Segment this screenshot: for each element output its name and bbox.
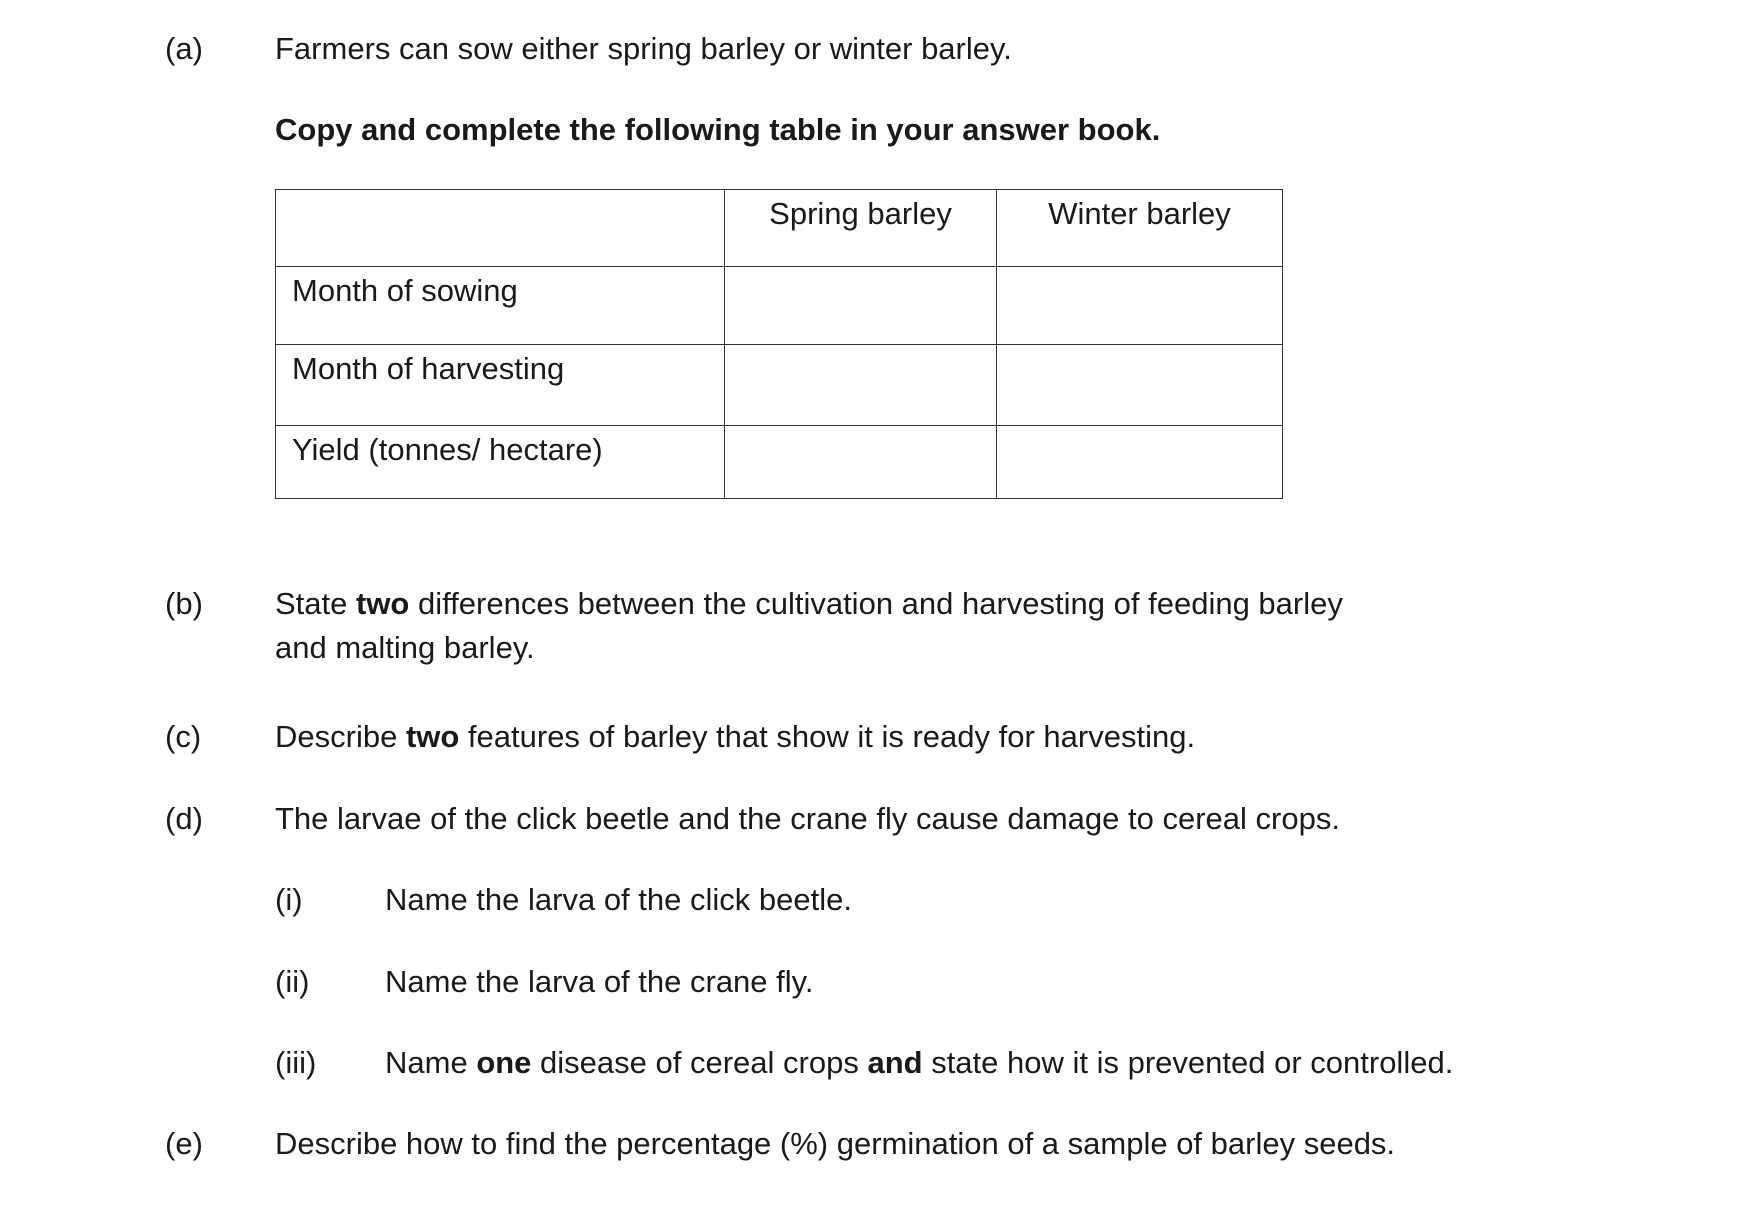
question-d-iii-text — [385, 1041, 1453, 1085]
question-c-text — [275, 715, 1195, 759]
question-e-text: Describe how to find the percentage (%) germination of a sample of barley seeds. — [275, 1126, 1396, 1161]
question-d-ii-label: (ii) — [275, 964, 310, 999]
question-d-iii-bold1: one — [476, 1045, 532, 1080]
table-corner-cell — [276, 190, 725, 267]
spring-barley-header: Spring barley — [725, 190, 997, 267]
question-d-iii-bold2: and — [867, 1045, 923, 1080]
question-b-bold: two — [356, 586, 410, 621]
question-c-label: (c) — [165, 719, 202, 754]
question-c-bold: two — [405, 719, 460, 754]
question-c-pre: Describe — [275, 719, 406, 754]
cell-winter-yield — [997, 426, 1283, 499]
question-c-post: features of barley that show it is ready for harvesting. — [459, 719, 1196, 754]
table-row — [276, 426, 1283, 499]
question-b-post: differences between the cultivation and harvesting of feeding barley — [409, 586, 1343, 621]
question-b-line1 — [275, 582, 1343, 626]
question-b-label: (b) — [165, 586, 203, 621]
row-label-sowing: Month of sowing — [276, 267, 725, 345]
table-instruction-text: Copy and complete the following table in your answer book. — [275, 112, 1161, 147]
answer-table — [275, 189, 1283, 499]
question-d-i-label: (i) — [275, 882, 303, 917]
question-d-i-text: Name the larva of the click beetle. — [385, 882, 852, 917]
question-d-label: (d) — [165, 801, 203, 836]
question-e-label: (e) — [165, 1126, 203, 1161]
cell-spring-sowing — [725, 267, 997, 345]
table-row — [276, 345, 1283, 426]
table-header-row — [276, 190, 1283, 267]
question-d-ii-text: Name the larva of the crane fly. — [385, 964, 814, 999]
cell-winter-harvesting — [997, 345, 1283, 426]
winter-barley-header: Winter barley — [997, 190, 1283, 267]
table-row — [276, 267, 1283, 345]
row-label-yield: Yield (tonnes/ hectare) — [276, 426, 725, 499]
cell-spring-yield — [725, 426, 997, 499]
question-a-label: (a) — [165, 31, 203, 66]
question-d-iii-pre: Name — [385, 1045, 477, 1080]
cell-spring-harvesting — [725, 345, 997, 426]
question-b-line2: and malting barley. — [275, 630, 535, 665]
table-instruction — [275, 108, 1160, 152]
question-d-text: The larvae of the click beetle and the crane fly cause damage to cereal crops. — [275, 801, 1340, 836]
question-b-pre: State — [275, 586, 356, 621]
cell-winter-sowing — [997, 267, 1283, 345]
question-a-text: Farmers can sow either spring barley or winter barley. — [275, 31, 1012, 66]
row-label-harvesting: Month of harvesting — [276, 345, 725, 426]
question-d-iii-label: (iii) — [275, 1045, 317, 1080]
question-d-iii-post: state how it is prevented or controlled. — [922, 1045, 1454, 1080]
question-d-iii-mid: disease of cereal crops — [531, 1045, 868, 1080]
